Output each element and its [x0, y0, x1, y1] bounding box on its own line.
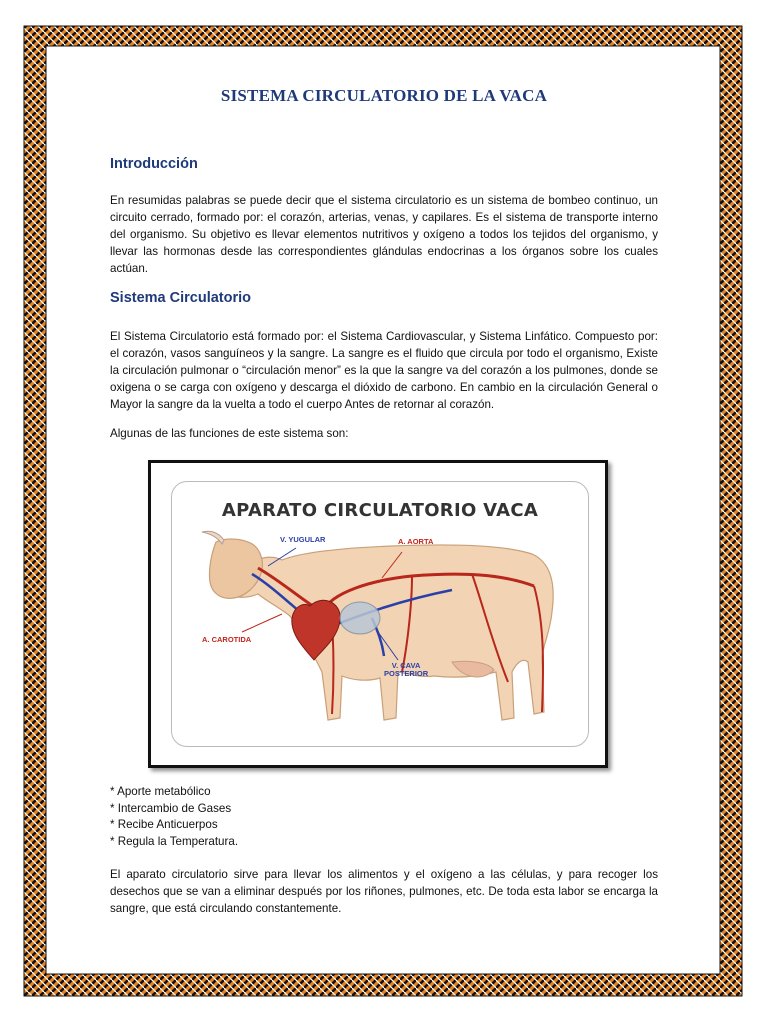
list-item: * Aporte metabólico: [110, 785, 211, 798]
label-yugular: V. YUGULAR: [280, 535, 326, 544]
closing-paragraph: El aparato circulatorio sirve para llevar los alimentos y el oxígeno a las células, y para recoger los desechos que se van a eliminar después por los riñones, pulmones, etc. De toda esta labor se encarga la sangre, que está circulando constantemente.: [110, 868, 658, 915]
lung-shape: [340, 602, 380, 634]
label-aorta: A. AORTA: [398, 537, 434, 546]
figure-frame: [148, 460, 608, 768]
paragraph-introduccion: En resumidas palabras se puede decir que el sistema circulatorio es un sistema de bombeo continuo, un circuito cerrado, formado por: el corazón, arterias, venas, y capilares. Es el sistema de transporte interno del organismo. Su objetivo es llevar elementos nutritivos y oxígeno a todos los tejidos del organismo, y llevar las hormonas desde las correspondientes glándulas endocrinas a los órganos sobre los cuales actúan.: [110, 194, 658, 275]
list-item: * Intercambio de Gases: [110, 801, 232, 815]
heading-sistema-circulatorio: Sistema Circulatorio: [110, 290, 252, 306]
label-cava-line1: V. CAVA: [391, 661, 421, 670]
label-cava-posterior: [384, 662, 428, 678]
list-item: * Recibe Anticuerpos: [110, 818, 218, 831]
figure-title: APARATO CIRCULATORIO VACA: [221, 500, 539, 521]
figure-illustration: [171, 481, 589, 747]
paragraph-sistema-circulatorio: El Sistema Circulatorio está formado por: el Sistema Cardiovascular, y Sistema Linfático. Compuesto por: el corazón, vasos sanguíneos y la sangre. La sangre es el fluido que circula por todo el organismo, Existe la circulación pulmonar o “circulación menor” es la que la sangre va del corazón a los pulmones, donde se oxigena o se carga con oxígeno y descarga el dióxido de carbono. En cambio en la circulación General o Mayor la sangre da la vuelta a todo el cuerpo Antes de retornar al corazón.: [110, 330, 658, 411]
functions-intro: Algunas de las funciones de este sistema son:: [110, 427, 349, 440]
heading-introduccion: Introducción: [110, 156, 198, 172]
label-carotida: A. CAROTIDA: [202, 635, 252, 644]
cow-horn: [202, 531, 224, 544]
label-cava-line2: POSTERIOR: [384, 669, 429, 678]
cow-diagram: [172, 482, 588, 746]
document-title: SISTEMA CIRCULATORIO DE LA VACA: [220, 86, 548, 105]
functions-list: [110, 784, 238, 850]
list-item: * Regula la Temperatura.: [110, 834, 239, 848]
